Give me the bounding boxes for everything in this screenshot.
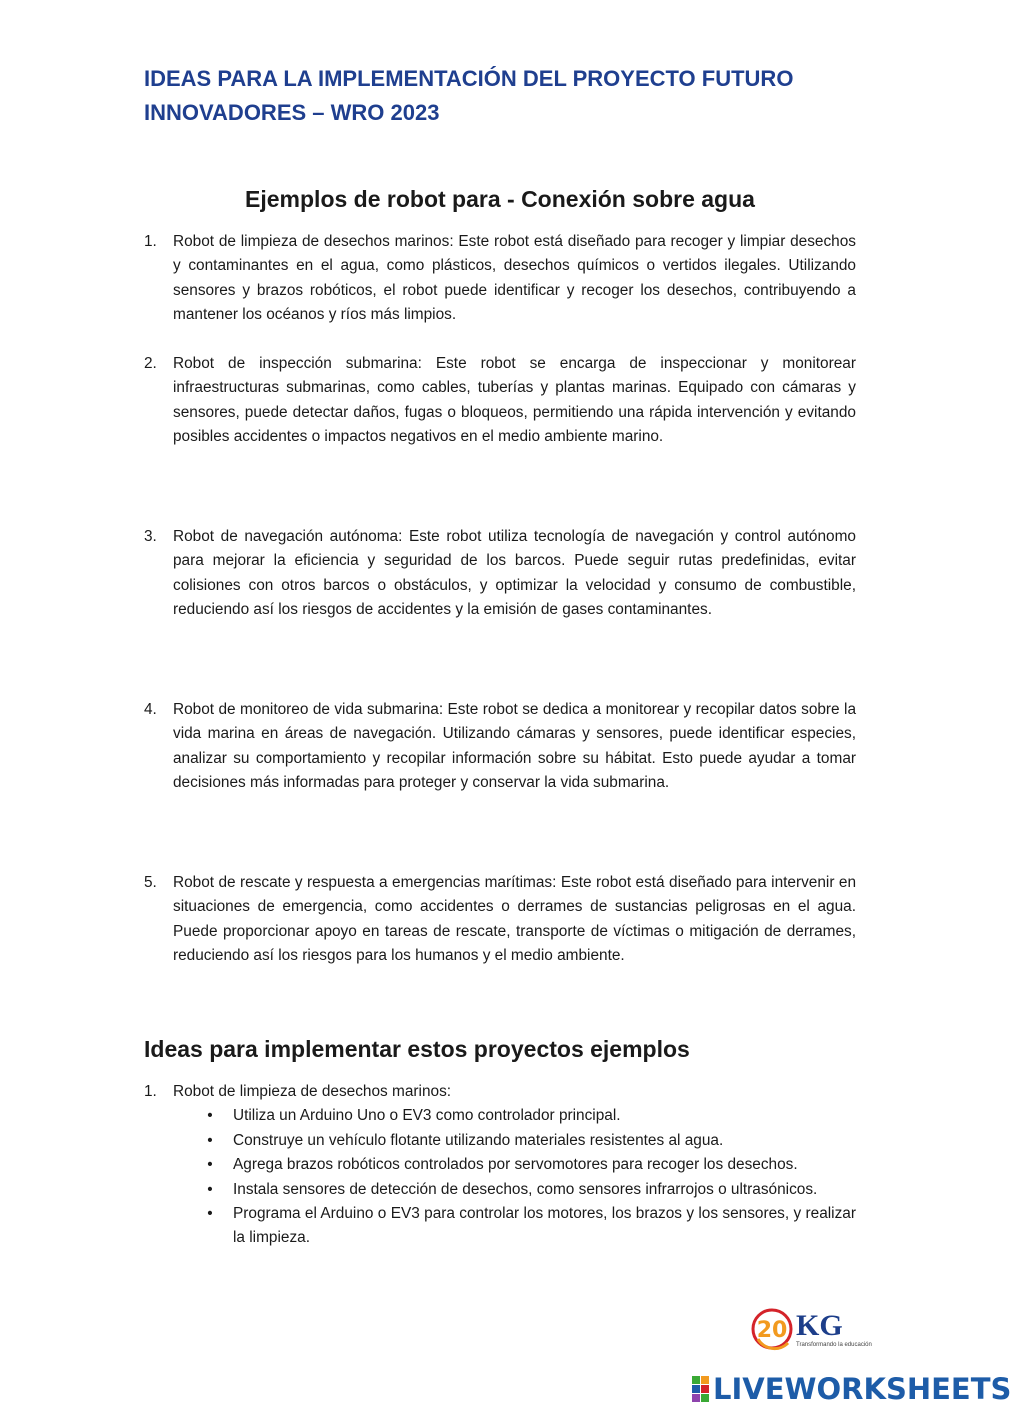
list-text: Robot de navegación autónoma: Este robot utiliza tecnología de navegación y control autónomo para mejorar la eficiencia y seguridad de los barcos. Puede seguir rutas predefinidas, evitar colisiones con otros barcos o obstáculos, y optimizar la velocidad y consumo de combustible, reduciendo así los riesgos de accidentes y la emisión de gases contaminantes. — [173, 528, 856, 619]
list-item — [144, 871, 856, 969]
bullet-text: Construye un vehículo flotante utilizando materiales resistentes al agua. — [233, 1131, 724, 1149]
bullet-item — [207, 1129, 856, 1153]
implementation-list — [144, 1080, 856, 1251]
logo-tagline: Transformando la educación — [796, 1342, 872, 1348]
bullet-icon: • — [207, 1107, 213, 1125]
list-item — [144, 230, 856, 328]
list-item — [144, 698, 856, 796]
bullet-text: Programa el Arduino o EV3 para controlar los motores, los brazos y los sensores, y realizar la limpieza. — [233, 1205, 856, 1247]
bullet-list — [144, 1104, 856, 1250]
list-item — [144, 525, 856, 623]
liveworksheets-icon — [692, 1376, 709, 1402]
list-text: Robot de rescate y respuesta a emergencias marítimas: Este robot está diseñado para intervenir en situaciones de emergencia, como accidentes o derrames de sustancias peligrosas en el agua. Puede proporcionar apoyo en tareas de rescate, transporte de víctimas o mitigación de derrames, reduciendo así los riesgos para los humanos y el medio ambiente. — [173, 874, 856, 965]
list-number: 5. — [144, 874, 157, 891]
list-text: Robot de limpieza de desechos marinos: — [173, 1083, 452, 1100]
list-number: 3. — [144, 528, 157, 545]
logo-number: 20 — [756, 1318, 788, 1343]
list-number: 1. — [144, 1083, 157, 1100]
bullet-item — [207, 1104, 856, 1128]
list-item — [144, 352, 856, 450]
bullet-icon: • — [207, 1205, 213, 1223]
list-text: Robot de limpieza de desechos marinos: Este robot está diseñado para recoger y limpiar desechos y contaminantes en el agua, como plásticos, desechos químicos o vertidos ilegales. Utilizando sensores y brazos robóticos, el robot puede identificar y recoger los desechos, contribuyendo a mantener los océanos y ríos más limpios. — [173, 233, 856, 324]
bullet-item — [207, 1153, 856, 1177]
list-number: 4. — [144, 701, 157, 718]
bullet-text: Agrega brazos robóticos controlados por servomotores para recoger los desechos. — [233, 1156, 798, 1174]
list-number: 2. — [144, 355, 157, 372]
document-title: IDEAS PARA LA IMPLEMENTACIÓN DEL PROYECTO FUTURO INNOVADORES – WRO 2023 — [144, 66, 794, 125]
bullet-item — [207, 1202, 856, 1251]
liveworksheets-logo — [692, 1372, 1011, 1406]
list-text: Robot de inspección submarina: Este robot se encarga de inspeccionar y monitorear infraestructuras submarinas, como cables, tuberías y plantas marinas. Equipado con cámaras y sensores, puede detectar daños, fugas o bloqueos, permitiendo una rápida intervención y evitando posibles accidentes o impactos negativos en el medio ambiente marino. — [173, 355, 856, 446]
section-heading-examples: Ejemplos de robot para - Conexión sobre agua — [245, 186, 755, 212]
bullet-icon: • — [207, 1156, 213, 1174]
list-text: Robot de monitoreo de vida submarina: Este robot se dedica a monitorear y recopilar datos sobre la vida marina en áreas de navegación. Utilizando cámaras y sensores, puede identificar especies, analizar su comportamiento y recopilar información sobre su hábitat. Esto puede ayudar a tomar decisiones más informadas para proteger y conservar la vida submarina. — [173, 701, 856, 792]
bullet-icon: • — [207, 1180, 213, 1198]
bullet-item — [207, 1178, 856, 1202]
section-heading-ideas: Ideas para implementar estos proyectos ejemplos — [144, 1036, 690, 1062]
bullet-text: Instala sensores de detección de desechos, como sensores infrarrojos o ultrasónicos. — [233, 1180, 818, 1198]
logo-letters: KG — [796, 1309, 843, 1342]
bullet-text: Utiliza un Arduino Uno o EV3 como controlador principal. — [233, 1107, 621, 1125]
liveworksheets-wordmark: LIVEWORKSHEETS — [713, 1372, 1011, 1406]
kg-20-years-logo — [750, 1305, 872, 1353]
bullet-icon: • — [207, 1131, 213, 1149]
list-item — [144, 1080, 856, 1104]
list-number: 1. — [144, 233, 157, 250]
